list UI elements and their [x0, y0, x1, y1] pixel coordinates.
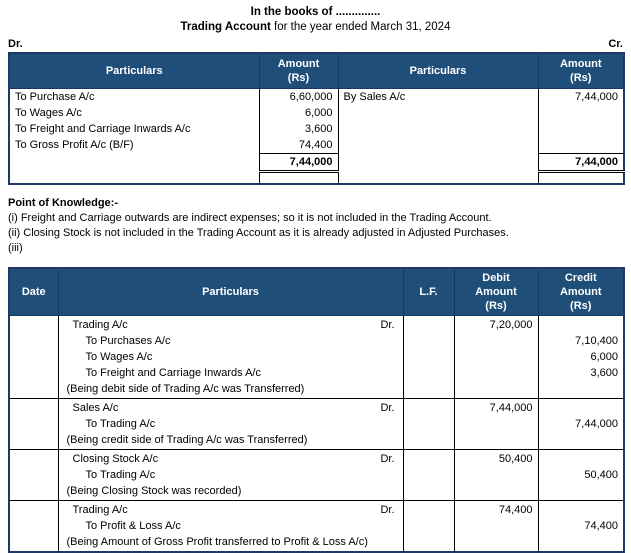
- header-particulars-debit: Particulars: [9, 53, 259, 88]
- debit-amount-cell: [454, 399, 538, 450]
- journal-line: [59, 317, 403, 333]
- spacer-row: [9, 171, 624, 184]
- journal-line: [59, 483, 403, 499]
- dr-suffix: Dr.: [380, 504, 395, 516]
- lf-cell: [403, 450, 454, 501]
- journal-table: [8, 267, 625, 553]
- debit-particulars-cell: [9, 153, 259, 171]
- table-row: [9, 105, 624, 121]
- date-cell: [9, 501, 58, 553]
- credit-amount-line: 6,000: [590, 351, 618, 363]
- credit-amount-cell: [538, 171, 624, 184]
- date-cell: [9, 399, 58, 450]
- table-row: [9, 88, 624, 105]
- credit-particulars-cell: [338, 137, 538, 154]
- debit-particulars-cell: To Wages A/c: [15, 106, 82, 119]
- debit-amount-cell: [259, 171, 338, 184]
- particulars-cell: [58, 450, 403, 501]
- journal-line: [59, 416, 403, 432]
- dr-label: Dr.: [8, 38, 23, 50]
- credit-particulars-cell: [338, 121, 538, 137]
- header-lf: L.F.: [403, 268, 454, 316]
- credit-amount-cell: [538, 450, 624, 501]
- credit-total-cell: 7,44,000: [538, 153, 624, 171]
- debit-amount-line: 74,400: [498, 504, 533, 516]
- header-date: Date: [9, 268, 58, 316]
- journal-line: [59, 365, 403, 381]
- credit-amount-line: [539, 317, 624, 333]
- debit-amount-line: [455, 518, 538, 534]
- total-row: [9, 153, 624, 171]
- date-cell: [9, 450, 58, 501]
- header-particulars: Particulars: [58, 268, 403, 316]
- note-item: (ii) Closing Stock is not included in the Trading Account as it is already adjusted in Adjusted Purchases.: [8, 227, 509, 239]
- credit-amount-line: [539, 400, 624, 416]
- lf-cell: [403, 399, 454, 450]
- journal-entry-row: [9, 450, 624, 501]
- journal-line: [59, 451, 403, 467]
- debit-amount-line: [455, 349, 538, 365]
- debit-amount-cell: [454, 316, 538, 399]
- journal-line: [59, 432, 403, 448]
- credit-amount-cell: [538, 399, 624, 450]
- note-item: (i) Freight and Carriage outwards are indirect expenses; so it is not included in the Trading Account.: [8, 212, 492, 224]
- header-credit-amount: Credit Amount (Rs): [538, 268, 624, 316]
- credit-amount-line: 7,10,400: [575, 335, 618, 347]
- debit-amount-line: [455, 416, 538, 432]
- debit-amount-line: [455, 432, 538, 448]
- header-particulars-credit: Particulars: [338, 53, 538, 88]
- journal-table-body: [9, 316, 624, 553]
- journal-line: [59, 467, 403, 483]
- credit-particulars-cell: [338, 171, 538, 184]
- header-amount-debit: Amount (Rs): [259, 53, 338, 88]
- credit-amount-cell: [538, 137, 624, 154]
- credit-particulars-cell: By Sales A/c: [343, 90, 406, 103]
- debit-amount-line: [455, 467, 538, 483]
- debit-amount-line: [455, 483, 538, 499]
- lf-cell: [403, 316, 454, 399]
- journal-line-text: To Wages A/c: [85, 351, 153, 363]
- journal-line: [59, 518, 403, 534]
- journal-line-text: Sales A/c: [72, 402, 119, 414]
- debit-amount-line: [455, 365, 538, 381]
- debit-amount-line: 50,400: [498, 453, 533, 465]
- debit-amount-cell: 6,60,000: [259, 88, 338, 105]
- debit-amount-cell: [454, 450, 538, 501]
- credit-amount-cell: [538, 121, 624, 137]
- trading-table-header-row: [9, 53, 624, 88]
- journal-line-text: (Being Amount of Gross Profit transferred to Profit & Loss A/c): [66, 536, 368, 548]
- credit-amount-line: 50,400: [584, 469, 618, 481]
- journal-line-text: To Trading A/c: [85, 469, 156, 481]
- debit-particulars-cell: To Purchase A/c: [15, 90, 95, 103]
- credit-amount-line: [539, 502, 624, 518]
- debit-amount-cell: 3,600: [259, 121, 338, 137]
- trading-account-table: [8, 52, 625, 185]
- credit-amount-line: 74,400: [584, 520, 618, 532]
- journal-entry-row: [9, 501, 624, 553]
- journal-line: [59, 349, 403, 365]
- debit-total-cell: 7,44,000: [259, 153, 338, 171]
- credit-amount-line: [539, 451, 624, 467]
- journal-line-text: Trading A/c: [72, 504, 128, 516]
- debit-particulars-cell: To Freight and Carriage Inwards A/c: [15, 122, 191, 135]
- credit-amount-line: 7,44,000: [575, 418, 618, 430]
- dr-suffix: Dr.: [380, 453, 395, 465]
- point-of-knowledge: [8, 196, 623, 256]
- credit-amount-line: 3,600: [590, 367, 618, 379]
- journal-entry-row: [9, 316, 624, 399]
- dr-suffix: Dr.: [380, 402, 395, 414]
- credit-particulars-cell: [338, 105, 538, 121]
- dr-cr-row: [8, 37, 623, 51]
- subtitle-account-name: Trading Account: [180, 21, 271, 33]
- credit-amount-line: [539, 483, 624, 499]
- cr-label: Cr.: [608, 38, 623, 50]
- particulars-cell: [58, 399, 403, 450]
- journal-line: [59, 502, 403, 518]
- journal-line-text: To Freight and Carriage Inwards A/c: [85, 367, 261, 379]
- journal-line-text: To Profit & Loss A/c: [85, 520, 181, 532]
- header-amount-credit: Amount (Rs): [538, 53, 624, 88]
- credit-amount-cell: [538, 105, 624, 121]
- credit-amount-line: [539, 432, 624, 448]
- subtitle-period: for the year ended March 31, 2024: [270, 21, 451, 33]
- header-debit-amount: Debit Amount (Rs): [454, 268, 538, 316]
- credit-amount-line: [539, 381, 624, 397]
- journal-line-text: To Trading A/c: [85, 418, 156, 430]
- particulars-cell: [58, 501, 403, 553]
- note-item: (iii): [8, 242, 23, 254]
- journal-line-text: Closing Stock A/c: [72, 453, 159, 465]
- credit-particulars-cell: [338, 153, 538, 171]
- lf-cell: [403, 501, 454, 553]
- page-title: In the books of ..............: [250, 6, 381, 18]
- debit-amount-line: [455, 381, 538, 397]
- credit-amount-cell: [538, 316, 624, 399]
- journal-line-text: (Being Closing Stock was recorded): [66, 485, 242, 497]
- journal-line: [59, 333, 403, 349]
- debit-amount-cell: 6,000: [259, 105, 338, 121]
- debit-amount-cell: [454, 501, 538, 553]
- journal-entry-row: [9, 399, 624, 450]
- debit-amount-line: 7,44,000: [489, 402, 533, 414]
- credit-amount-cell: [538, 501, 624, 553]
- credit-amount-cell: 7,44,000: [538, 88, 624, 105]
- journal-line-text: Trading A/c: [72, 319, 128, 331]
- journal-line: [59, 381, 403, 397]
- debit-amount-line: [455, 333, 538, 349]
- table-row: [9, 137, 624, 154]
- debit-amount-line: 7,20,000: [489, 319, 533, 331]
- notes-heading: Point of Knowledge:-: [8, 197, 118, 209]
- dr-suffix: Dr.: [380, 319, 395, 331]
- debit-particulars-cell: [9, 171, 259, 184]
- journal-line-text: To Purchases A/c: [85, 335, 171, 347]
- debit-amount-cell: 74,400: [259, 137, 338, 154]
- journal-line: [59, 400, 403, 416]
- journal-line-text: (Being debit side of Trading A/c was Transferred): [66, 383, 305, 395]
- journal-line-text: (Being credit side of Trading A/c was Transferred): [66, 434, 308, 446]
- date-cell: [9, 316, 58, 399]
- table-row: [9, 121, 624, 137]
- debit-particulars-cell: To Gross Profit A/c (B/F): [15, 138, 134, 151]
- page-subtitle: [8, 20, 623, 35]
- trading-table-body: [9, 88, 624, 184]
- journal-header-row: [9, 268, 624, 316]
- particulars-cell: [58, 316, 403, 399]
